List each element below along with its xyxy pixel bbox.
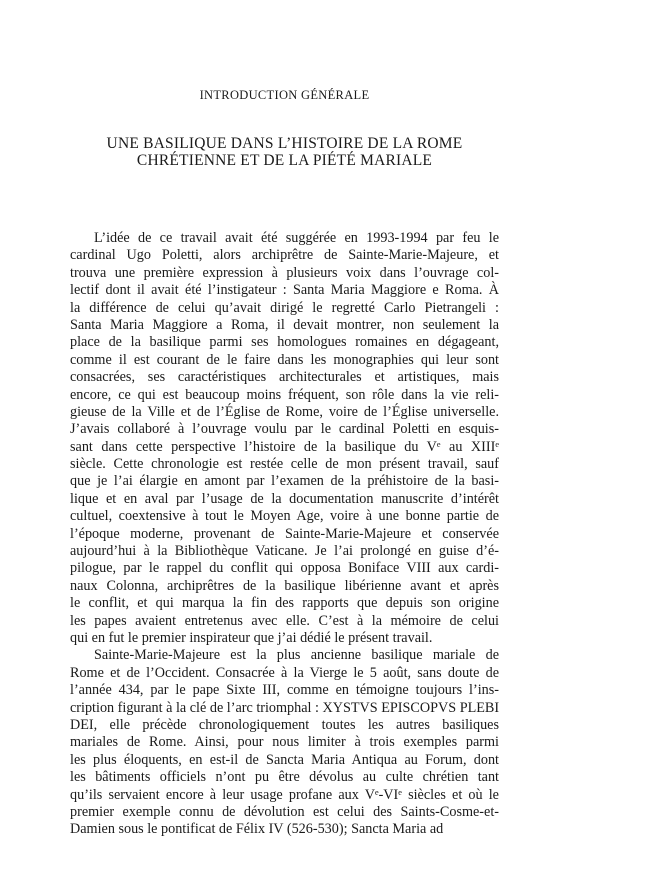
body-text [70, 230, 499, 839]
text-line: gieuse de la Ville et de l’Église de Rome, voire de l’Église universelle. [70, 403, 499, 420]
text-line: cription figurant à la clé de l’arc triomphal : XYSTVS EPISCOPVS PLEBI [70, 699, 500, 716]
text-line: trouva une première expression à plusieurs voix dans l’ouvrage col- [70, 264, 499, 281]
text-line: les papes avaient entretenus avec elle. C’est à la mémoire de celui [70, 612, 499, 629]
text-line: que je l’ai élargie en amont par l’examen de la préhistoire de la basi- [70, 473, 499, 490]
text-line: le conflit, et qui marqua la fin des rapports que depuis son origine [70, 595, 499, 612]
text-line: les bâtiments officiels n’ont pu être dévolus au culte chrétien tant [70, 769, 499, 786]
text-line: qui en fut le premier inspirateur que j’ai dédié le présent travail. [70, 629, 433, 646]
text-line: lique et en aval par l’usage de la documentation manuscrite d’intérêt [70, 490, 499, 507]
text-line: Sainte-Marie-Majeure est la plus ancienne basilique mariale de [94, 647, 499, 664]
running-head: INTRODUCTION GÉNÉRALE [199, 88, 370, 102]
text-line: pilogue, par le rappel du conflit qui opposa Boniface VIII aux cardi- [70, 560, 499, 577]
text-line: Rome et de l’Occident. Consacrée à la Vierge le 5 août, sans doute de [70, 664, 499, 681]
text-line: comme il est courant de le faire dans les monographies qui leur sont [70, 351, 499, 368]
text-line: cultuel, coextensive à tout le Moyen Age, voire à une bonne partie de [70, 508, 499, 525]
paragraph-2 [70, 647, 499, 838]
text-line: J’avais collaboré à l’ouvrage voulu par le cardinal Poletti en esquis- [70, 421, 499, 438]
chapter-title-line: CHRÉTIENNE ET DE LA PIÉTÉ MARIALE [136, 152, 433, 169]
text-line: les plus éloquents, en est-il de Sancta Maria Antiqua au Forum, dont [70, 751, 499, 768]
text-line: encore, ce qui est beaucoup moins fréquent, son rôle dans la vie reli- [70, 386, 499, 403]
text-line: aujourd’hui à la Bibliothèque Vaticane. Je l’ai prolongé en guise d’é- [70, 543, 499, 560]
text-line: L’idée de ce travail avait été suggérée en 1993-1994 par feu le [94, 230, 499, 246]
text-line: mariales de Rome. Ainsi, pour nous limiter à trois exemples parmi [70, 734, 499, 751]
text-line: Damien sous le pontificat de Félix IV (526-530); Sancta Maria ad [70, 821, 444, 838]
text-line: l’année 434, par le pape Sixte III, comme en témoigne toujours l’ins- [70, 682, 499, 699]
text-line: qu’ils servaient encore à leur usage profane aux Vᵉ-VIᵉ siècles et où le [70, 786, 499, 803]
chapter-title-line: UNE BASILIQUE DANS L’HISTOIRE DE LA ROME [106, 135, 463, 152]
text-line: la différence de celui qu’avait dirigé le regretté Carlo Pietrangeli : [70, 299, 499, 316]
text-line: DEI, elle précède chronologiquement toutes les autres basiliques [70, 716, 499, 733]
text-line: l’époque moderne, provenant de Sainte-Marie-Majeure et conservée [70, 525, 499, 542]
text-line: lectif dont il avait été l’instigateur : Santa Maria Maggiore e Roma. À [70, 282, 499, 299]
text-line: premier exemple connu de dévolution est celui des Saints-Cosme-et- [70, 803, 499, 820]
text-line: cardinal Ugo Poletti, alors archiprêtre de Sainte-Marie-Majeure, et [70, 247, 499, 264]
text-line: naux Colonna, archiprêtres de la basilique libérienne avant et après [70, 577, 499, 594]
text-line: place de la basilique parmi ses homologues romaines en dégageant, [70, 334, 499, 351]
paragraph-1 [70, 230, 499, 647]
text-line: consacrées, ses caractéristiques architecturales et artistiques, mais [70, 369, 499, 386]
text-line: sant dans cette perspective l’histoire de la basilique du Vᵉ au XIIIᵉ [70, 438, 499, 455]
chapter-title [70, 135, 499, 169]
text-line: Santa Maria Maggiore a Roma, il devait montrer, non seulement la [70, 316, 499, 333]
text-line: siècle. Cette chronologie est restée celle de mon présent travail, sauf [70, 456, 499, 473]
